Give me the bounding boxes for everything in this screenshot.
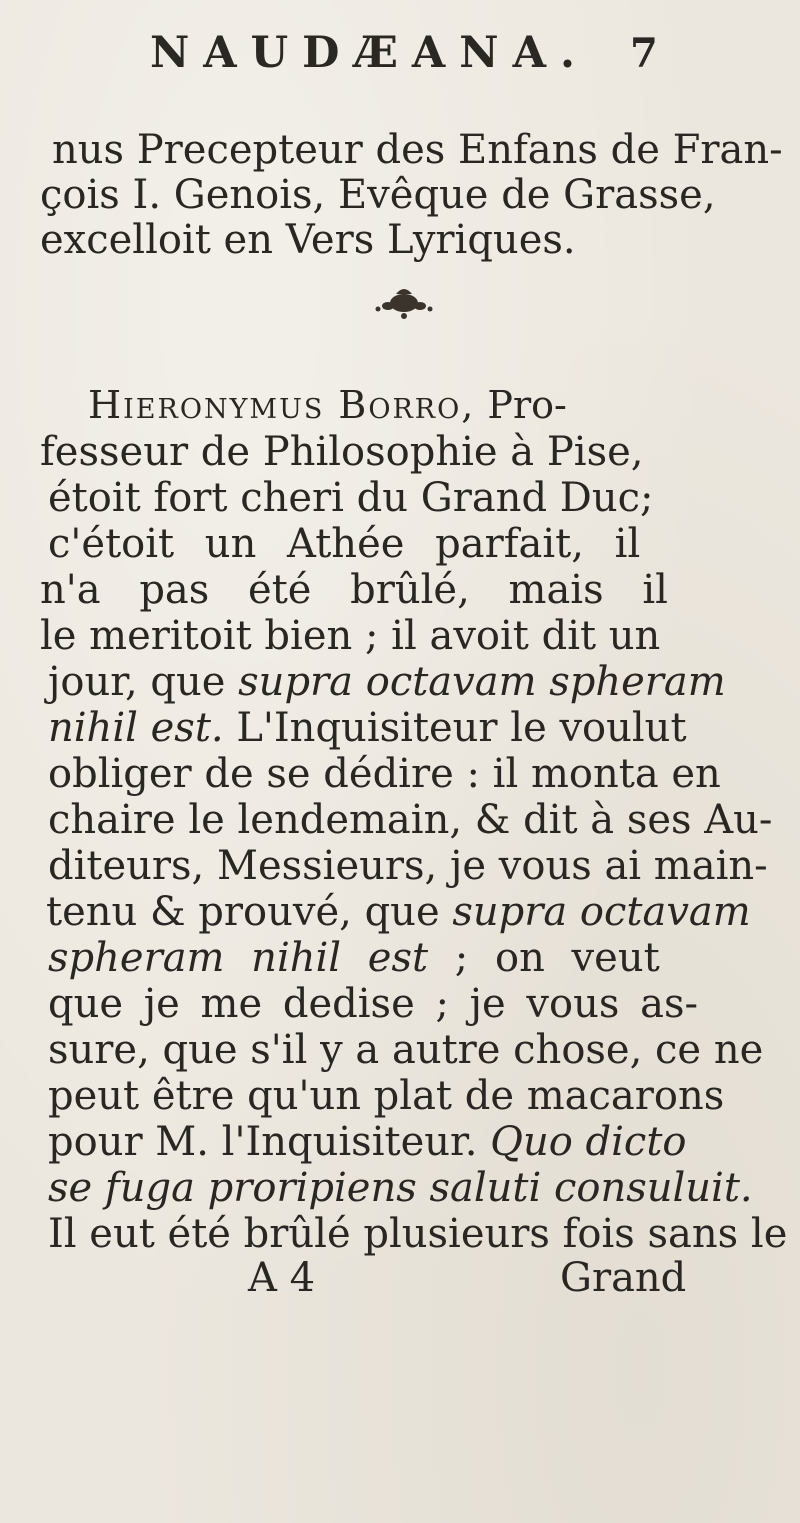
text-line: [46, 889, 751, 935]
text-line: [48, 705, 687, 751]
latin-quote: supra octavam spheram: [238, 659, 726, 705]
latin-quote: spheram nihil est: [48, 935, 429, 981]
text-line: chaire le lendemain, & dit à ses Au-: [48, 797, 773, 843]
text-line: c'étoit un Athée parfait, il: [48, 521, 641, 567]
text-fragment: L'Inquisiteur le voulut: [223, 705, 687, 751]
text-line: Il eut été brûlé plusieurs fois sans le: [48, 1211, 788, 1257]
text-line: nus Precepteur des Enfans de Fran-: [52, 127, 783, 173]
running-head: NAUDÆANA.: [150, 28, 589, 78]
latin-quote: Quo dicto: [490, 1119, 687, 1165]
text-line: diteurs, Messieurs, je vous ai main-: [48, 843, 768, 889]
text-line: le meritoit bien ; il avoit dit un: [40, 613, 661, 659]
text-line: fesseur de Philosophie à Pise,: [40, 429, 644, 475]
text-line: n'a pas été brûlé, mais il: [40, 567, 668, 613]
text-line: étoit fort cheri du Grand Duc;: [48, 475, 654, 521]
text-fragment: ; on veut: [428, 935, 660, 981]
text-line: peut être qu'un plat de macarons: [48, 1073, 725, 1119]
text-line: excelloit en Vers Lyriques.: [40, 217, 576, 263]
latin-quote: se fuga proripiens saluti consuluit.: [48, 1165, 753, 1211]
fleuron-ornament-icon: [364, 282, 444, 324]
text-line: çois I. Genois, Evêque de Grasse,: [40, 172, 716, 218]
person-name: Hieronymus Borro,: [88, 383, 476, 427]
catchword: Grand: [560, 1255, 687, 1301]
text-line: que je me dedise ; je vous as-: [48, 981, 699, 1027]
text-line: sure, que s'il y a autre chose, ce ne: [48, 1027, 764, 1073]
page-number: 7: [630, 30, 658, 77]
latin-quote: supra octavam: [452, 889, 751, 935]
text-fragment: Pro-: [475, 383, 567, 427]
text-line: [48, 1119, 687, 1165]
text-fragment: tenu & prouvé, que: [46, 889, 453, 935]
text-fragment: jour, que: [48, 659, 239, 705]
page-header: [0, 28, 800, 88]
latin-quote: nihil est.: [48, 705, 224, 751]
text-line: [48, 659, 726, 705]
text-line: obliger de se dédire : il monta en: [48, 751, 721, 797]
signature-mark: A 4: [248, 1255, 316, 1301]
text-fragment: pour M. l'Inquisiteur.: [48, 1119, 491, 1165]
text-line: [88, 383, 567, 427]
text-line: [48, 935, 660, 981]
